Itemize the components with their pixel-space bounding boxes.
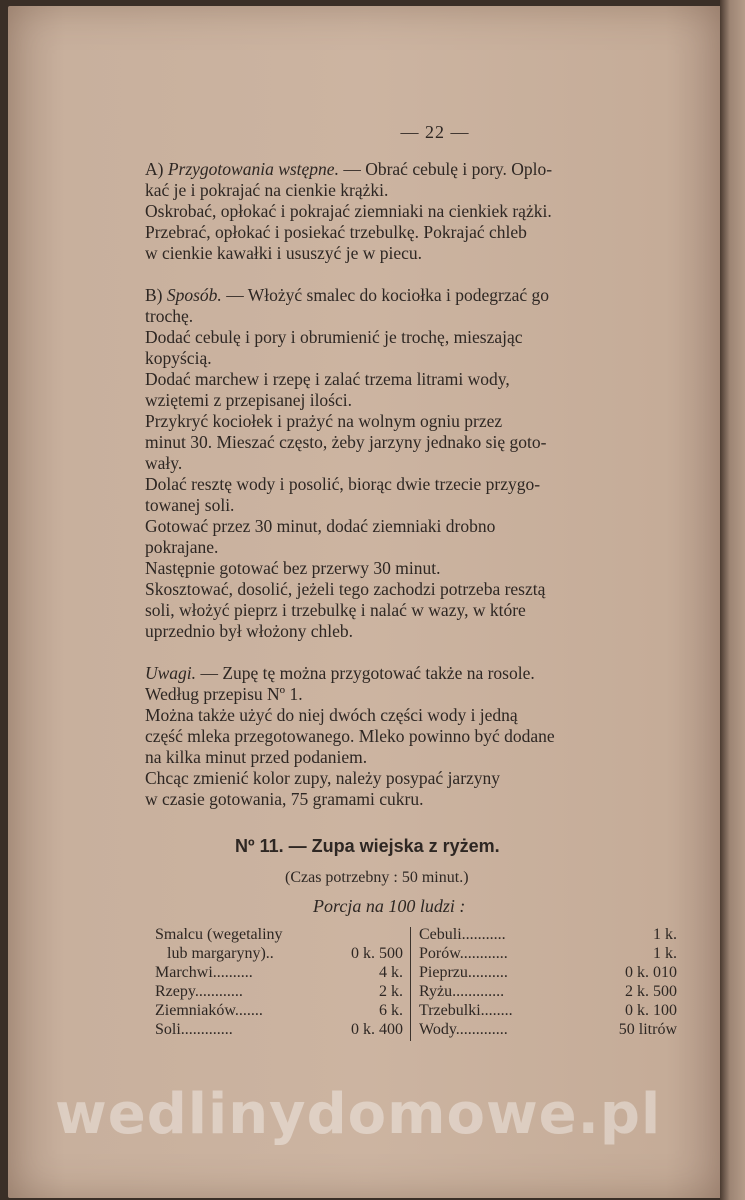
- ingredient-quantity: 6 k.: [379, 1002, 403, 1019]
- ingredient-name: Ryżu.............: [419, 983, 505, 1000]
- text-line: [145, 159, 685, 180]
- line-text: — Włożyć smalec do kociołka i podegrzać go: [221, 285, 550, 305]
- text-line: [145, 516, 685, 537]
- line-text: Chcąc zmienić kolor zupy, należy posypać jarzyny: [145, 768, 501, 788]
- line-text: Według przepisu Nº 1.: [145, 684, 303, 704]
- line-text: Oskrobać, opłokać i pokrajać ziemniaki na cienkiek rążki.: [145, 201, 552, 221]
- ingredient-row: [155, 963, 403, 982]
- text-line: [145, 411, 685, 432]
- text-line: [145, 243, 685, 264]
- text-line: [145, 285, 685, 306]
- ingredient-name: Marchwi..........: [155, 964, 253, 981]
- ingredient-quantity: 0 k. 400: [351, 1021, 403, 1038]
- ingredient-row: [155, 944, 403, 963]
- page-content: [145, 122, 685, 1045]
- text-line: [145, 201, 685, 222]
- text-line: [145, 495, 685, 516]
- text-line: [145, 537, 685, 558]
- line-text: na kilka minut przed podaniem.: [145, 747, 368, 767]
- ingredient-quantity: 2 k.: [379, 983, 403, 1000]
- text-line: [145, 726, 685, 747]
- text-line: [145, 684, 685, 705]
- ingredients-right-column: [419, 925, 677, 1039]
- section-heading: Przygotowania wstępne.: [167, 159, 339, 179]
- watermark: wedlinydomowe.pl: [55, 1082, 662, 1147]
- line-text: wały.: [145, 453, 183, 473]
- ingredient-row: [419, 1020, 677, 1039]
- line-text: trochę.: [145, 306, 194, 326]
- ingredient-name: Ziemniaków.......: [155, 1002, 263, 1019]
- line-text: kopyścią.: [145, 348, 212, 368]
- line-text: pokrajane.: [145, 537, 219, 557]
- line-text: Następnie gotować bez przerwy 30 minut.: [145, 558, 441, 578]
- line-text: kać je i pokrajać na cienkie krążki.: [145, 180, 389, 200]
- text-line: [145, 432, 685, 453]
- line-text: — Obrać cebulę i pory. Oplo-: [338, 159, 553, 179]
- ingredient-row: [419, 963, 677, 982]
- ingredient-quantity: 0 k. 100: [625, 1002, 677, 1019]
- text-line: [145, 558, 685, 579]
- text-line: [145, 390, 685, 411]
- text-line: [145, 348, 685, 369]
- recipe-title: Nº 11. — Zupa wiejska z ryżem.: [235, 836, 500, 856]
- line-text: Przykryć kociołek i prażyć na wolnym ogniu przez: [145, 411, 503, 431]
- section-a: [145, 159, 685, 264]
- ingredient-name: Smalcu (wegetaliny: [155, 926, 283, 943]
- ingredient-quantity: 0 k. 010: [625, 964, 677, 981]
- line-text: uprzednio był włożony chleb.: [145, 621, 354, 641]
- section-heading: Uwagi.: [145, 663, 197, 683]
- line-text: Dolać resztę wody i posolić, biorąc dwie trzecie przygo-: [145, 474, 541, 494]
- text-line: [145, 747, 685, 768]
- line-text: w cienkie kawałki i ususzyć je w piecu.: [145, 243, 422, 263]
- line-text: Dodać marchew i rzepę i zalać trzema litrami wody,: [145, 369, 510, 389]
- section-heading: Sposób.: [166, 285, 222, 305]
- ingredient-name: Trzebulki........: [419, 1002, 513, 1019]
- text-line: [145, 369, 685, 390]
- ingredients-table: [155, 925, 685, 1045]
- ingredient-row: [155, 1001, 403, 1020]
- column-divider: [410, 927, 411, 1041]
- section-label: B): [145, 285, 167, 305]
- ingredient-quantity: 2 k. 500: [625, 983, 677, 1000]
- ingredient-name: lub margaryny)..: [155, 945, 274, 962]
- text-line: [145, 306, 685, 327]
- section-uwagi: [145, 663, 685, 810]
- ingredients-left-column: [155, 925, 403, 1039]
- ingredient-row: [155, 982, 403, 1001]
- recipe-portion: Porcja na 100 ludzi :: [313, 896, 466, 916]
- ingredient-name: Pieprzu..........: [419, 964, 508, 981]
- ingredient-row: [419, 944, 677, 963]
- ingredient-name: Rzepy............: [155, 983, 243, 1000]
- text-line: [145, 222, 685, 243]
- facing-page-edge: [720, 0, 745, 1200]
- ingredient-name: Cebuli...........: [419, 926, 506, 943]
- ingredient-quantity: 1 k.: [653, 926, 677, 943]
- ingredient-row: [155, 1020, 403, 1039]
- ingredient-row: [419, 982, 677, 1001]
- text-line: [145, 180, 685, 201]
- page-number: — 22 —: [400, 122, 470, 142]
- line-text: Skosztować, dosolić, jeżeli tego zachodzi potrzeba resztą: [145, 579, 546, 599]
- line-text: Dodać cebulę i pory i obrumienić je trochę, mieszając: [145, 327, 523, 347]
- line-text: w czasie gotowania, 75 gramami cukru.: [145, 789, 424, 809]
- line-text: — Zupę tę można przygotować także na rosole.: [196, 663, 535, 683]
- line-text: soli, włożyć pieprz i trzebulkę i nalać w wazy, w które: [145, 600, 526, 620]
- section-b: [145, 285, 685, 642]
- text-line: [145, 327, 685, 348]
- ingredient-row: [419, 1001, 677, 1020]
- line-text: Można także użyć do niej dwóch części wody i jedną: [145, 705, 518, 725]
- text-line: [145, 600, 685, 621]
- ingredient-quantity: 4 k.: [379, 964, 403, 981]
- line-text: towanej soli.: [145, 495, 235, 515]
- text-line: [145, 579, 685, 600]
- line-text: minut 30. Mieszać często, żeby jarzyny jednako się goto-: [145, 432, 547, 452]
- ingredient-name: Soli.............: [155, 1021, 233, 1038]
- recipe-time: (Czas potrzebny : 50 minut.): [285, 869, 469, 886]
- ingredient-quantity: 0 k. 500: [351, 945, 403, 962]
- text-line: [145, 789, 685, 810]
- ingredient-quantity: 50 litrów: [618, 1021, 677, 1038]
- text-line: [145, 663, 685, 684]
- ingredient-quantity: 1 k.: [653, 945, 677, 962]
- ingredient-row: [419, 925, 677, 944]
- text-line: [145, 474, 685, 495]
- text-line: [145, 768, 685, 789]
- ingredient-name: Porów............: [419, 945, 508, 962]
- section-label: A): [145, 159, 168, 179]
- text-line: [145, 453, 685, 474]
- line-text: część mleka przegotowanego. Mleko powinno być dodane: [145, 726, 555, 746]
- ingredient-row: [155, 925, 403, 944]
- line-text: wziętemi z przepisanej ilości.: [145, 390, 353, 410]
- text-line: [145, 705, 685, 726]
- line-text: Przebrać, opłokać i posiekać trzebulkę. Pokrajać chleb: [145, 222, 527, 242]
- text-line: [145, 621, 685, 642]
- ingredient-name: Wody.............: [419, 1021, 508, 1038]
- line-text: Gotować przez 30 minut, dodać ziemniaki drobno: [145, 516, 496, 536]
